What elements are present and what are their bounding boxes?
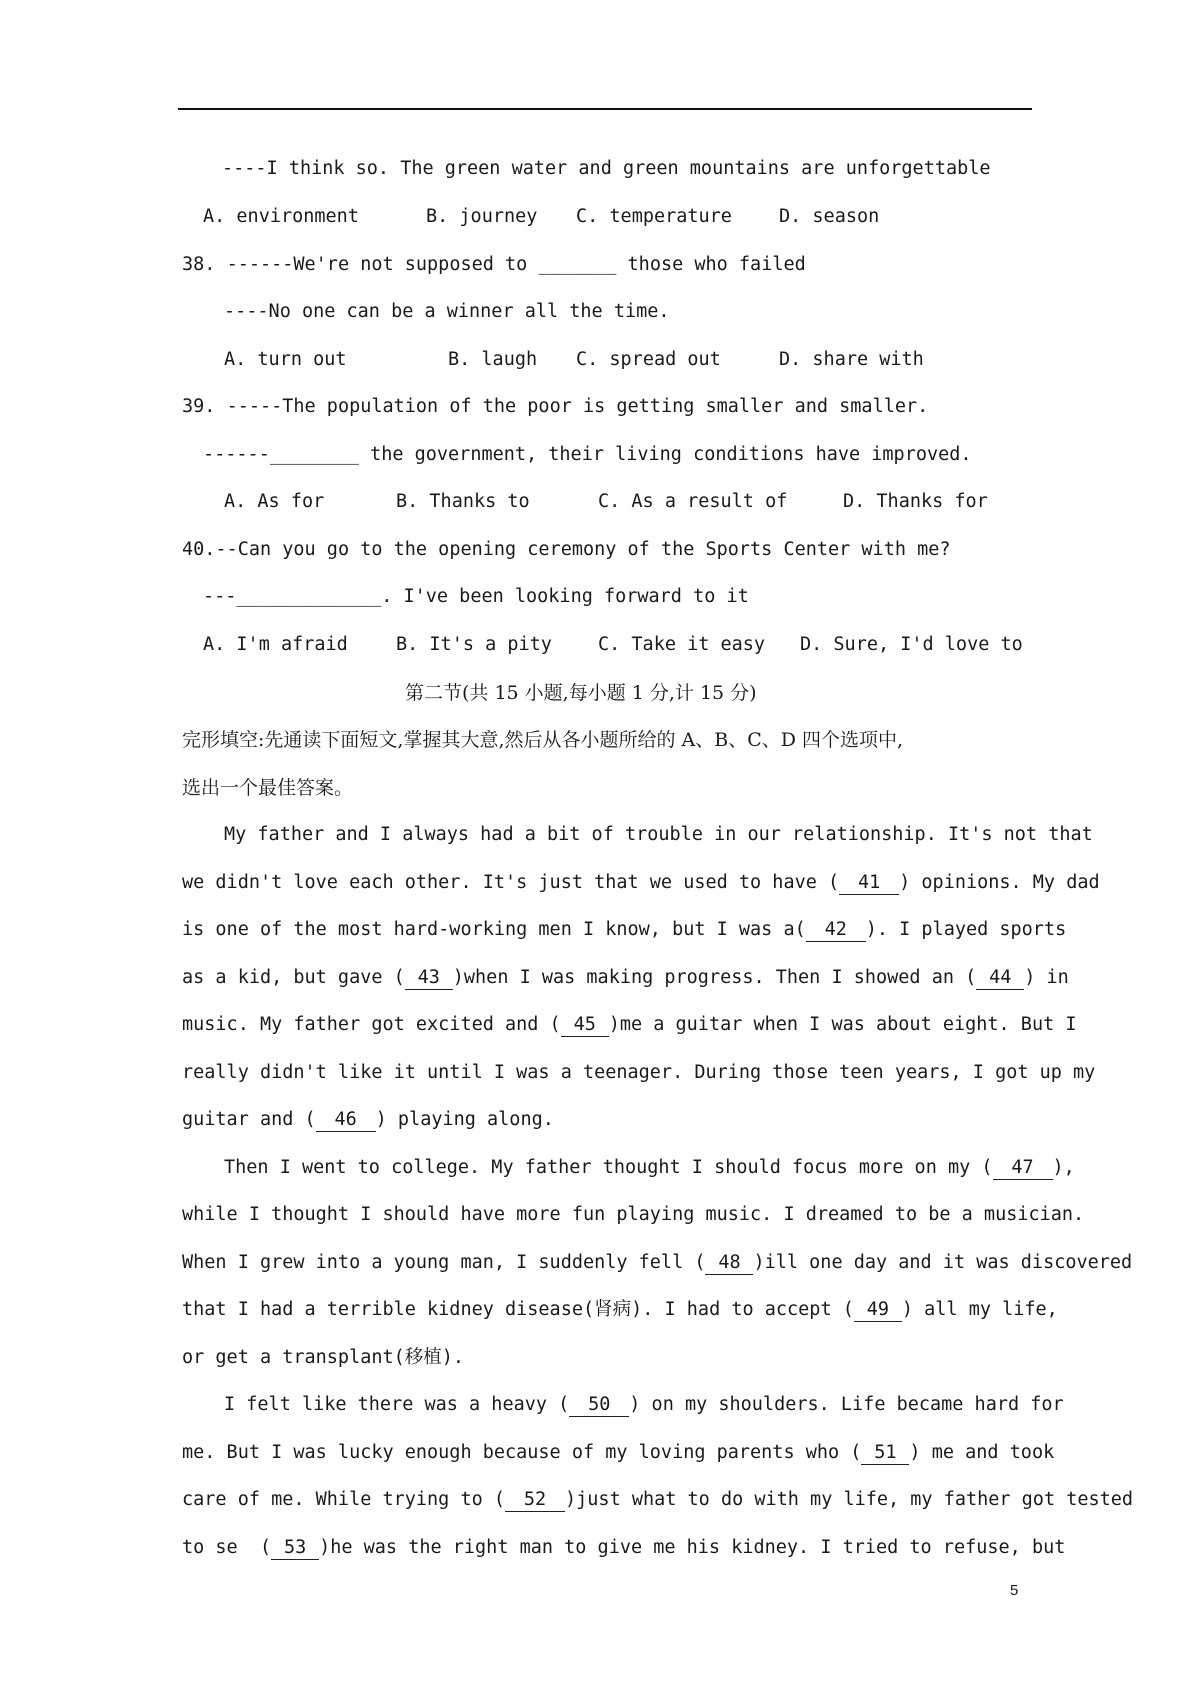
q37-answer-line: ----I think so. The green water and green mountains are unforgettable [222, 158, 991, 179]
q37-option-d: D. season [779, 206, 880, 227]
q40-option-d: D. Sure, I'd love to [800, 634, 1023, 655]
blank-42[interactable]: 42 [806, 919, 866, 942]
q39-answer-line [203, 443, 972, 467]
q39-answer-after: the government, their living conditions have improved. [358, 444, 972, 465]
blank-53[interactable]: 53 [271, 1537, 319, 1560]
blank-52[interactable]: 52 [505, 1489, 565, 1512]
passage-line: to se ( 53 )he was the right man to give me his kidney. I tried to refuse, but [182, 1537, 1066, 1558]
header-rule [178, 108, 1032, 110]
q38-blank: _______ [538, 254, 617, 275]
q40-question [182, 538, 951, 562]
passage-line: I felt like there was a heavy ( 50 ) on my shoulders. Life became hard for [224, 1394, 1064, 1415]
passage-line: is one of the most hard-working men I know, but I was a( 42 ). I played sports [182, 919, 1067, 940]
blank-47[interactable]: 47 [993, 1157, 1053, 1180]
q38-question-after: those who failed [616, 254, 806, 275]
q38-option-b: B. laugh [448, 349, 538, 370]
passage-line: really didn't like it until I was a teenager. During those teen years, I got up my [182, 1062, 1096, 1083]
q38-answer-line: ----No one can be a winner all the time. [224, 301, 670, 322]
passage-line: me. But I was lucky enough because of my loving parents who ( 51 ) me and took [182, 1442, 1055, 1463]
q38-option-a: A. turn out [224, 349, 347, 370]
q40-answer-prefix: --- [203, 586, 237, 607]
section-heading: 第二节(共 15 小题,每小题 1 分,计 15 分) [405, 682, 757, 704]
q39-option-b: B. Thanks to [396, 491, 530, 512]
blank-43[interactable]: 43 [405, 967, 453, 990]
q39-blank: ________ [269, 444, 359, 465]
passage-line: care of me. While trying to ( 52 )just what to do with my life, my father got tested [182, 1489, 1134, 1510]
blank-45[interactable]: 45 [561, 1014, 609, 1037]
q38-option-c: C. spread out [576, 349, 721, 370]
q39-question [182, 395, 928, 419]
q40-answer-after: . I've been looking forward to it [381, 586, 749, 607]
q39-answer-prefix: ------ [203, 444, 270, 465]
q40-number: 40. [182, 539, 216, 560]
q40-option-a: A. I'm afraid [203, 634, 348, 655]
q40-option-b: B. It's a pity [396, 634, 552, 655]
q39-option-a: A. As for [224, 491, 325, 512]
q38-question-text: ------We're not supposed to [226, 254, 539, 275]
blank-49[interactable]: 49 [854, 1299, 902, 1322]
section-instruction-line2: 选出一个最佳答案。 [182, 777, 354, 799]
q39-option-c: C. As a result of [598, 491, 788, 512]
passage-line: that I had a terrible kidney disease(肾病). I had to accept ( 49 ) all my life, [182, 1299, 1058, 1320]
passage-line: or get a transplant(移植). [182, 1347, 465, 1368]
section-instruction-line1: 完形填空:先通读下面短文,掌握其大意,然后从各小题所给的 A、B、C、D 四个选项中, [182, 729, 904, 751]
blank-48[interactable]: 48 [705, 1252, 753, 1275]
q40-question-text: --Can you go to the opening ceremony of the Sports Center with me? [215, 539, 951, 560]
passage-line: we didn't love each other. It's just that we used to have ( 41 ) opinions. My dad [182, 872, 1100, 893]
q38-option-d: D. share with [779, 349, 924, 370]
page-number: 5 [1010, 1582, 1019, 1599]
q40-option-c: C. Take it easy [598, 634, 766, 655]
blank-41[interactable]: 41 [839, 872, 899, 895]
q37-option-c: C. temperature [576, 206, 732, 227]
passage-line: as a kid, but gave ( 43 )when I was making progress. Then I showed an ( 44 ) in [182, 967, 1069, 988]
blank-51[interactable]: 51 [861, 1442, 909, 1465]
passage-line: My father and I always had a bit of trouble in our relationship. It's not that [224, 824, 1093, 845]
q39-question-text: -----The population of the poor is getting smaller and smaller. [226, 396, 929, 417]
passage-line: music. My father got excited and ( 45 )me a guitar when I was about eight. But I [182, 1014, 1077, 1035]
passage-line: while I thought I should have more fun playing music. I dreamed to be a musician. [182, 1204, 1085, 1225]
blank-50[interactable]: 50 [569, 1394, 629, 1417]
q39-option-d: D. Thanks for [843, 491, 988, 512]
blank-44[interactable]: 44 [976, 967, 1024, 990]
q38-question [182, 253, 806, 277]
q37-option-a: A. environment [203, 206, 359, 227]
q38-number: 38. [182, 254, 216, 275]
passage-line: guitar and ( 46 ) playing along. [182, 1109, 554, 1130]
q40-answer-line [203, 585, 749, 609]
passage-line: When I grew into a young man, I suddenly fell ( 48 )ill one day and it was discovered [182, 1252, 1133, 1273]
passage-line: Then I went to college. My father thought I should focus more on my ( 47 ), [224, 1157, 1075, 1178]
q40-blank: _____________ [236, 586, 382, 607]
q39-number: 39. [182, 396, 216, 417]
q37-option-b: B. journey [426, 206, 538, 227]
blank-46[interactable]: 46 [316, 1109, 376, 1132]
